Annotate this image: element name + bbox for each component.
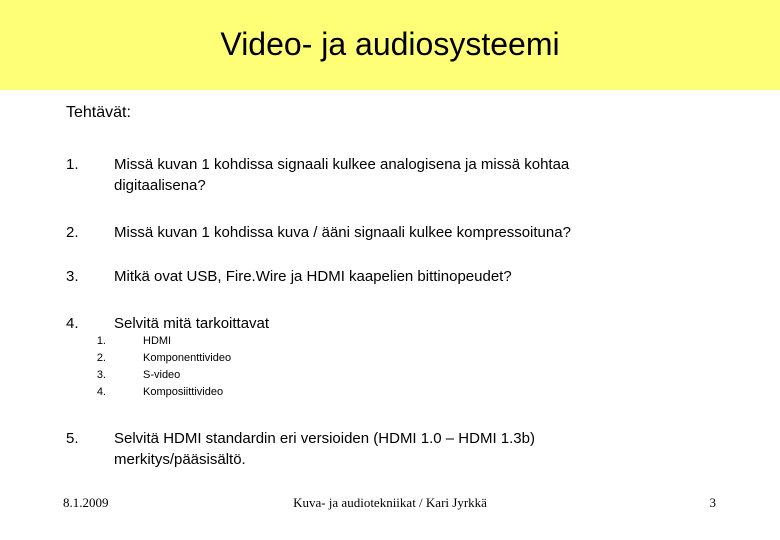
question-text: Selvitä mitä tarkoittavat xyxy=(114,315,270,332)
tasks-heading: Tehtävät: xyxy=(66,104,131,121)
footer-date: 8.1.2009 xyxy=(63,495,109,510)
sub-item-text: HDMI xyxy=(143,335,172,347)
slide-title: Video- ja audiosysteemi xyxy=(220,26,560,62)
page-number: 3 xyxy=(709,495,716,510)
sub-item-text: S-video xyxy=(143,369,181,381)
question-text: Missä kuvan 1 kohdissa kuva / ääni signaali kulkee kompressoituna? xyxy=(114,224,571,241)
question-text: Selvitä HDMI standardin eri versioiden (HDMI 1.0 – HDMI 1.3b) merkitys/pääsisältö. xyxy=(114,430,535,468)
question-text: Missä kuvan 1 kohdissa signaali kulkee analogisena ja missä kohtaa digitaalisena? xyxy=(114,156,570,194)
sub-item-number: 3. xyxy=(96,369,106,381)
question-number: 3. xyxy=(66,268,79,285)
footer-author: Kuva- ja audiotekniikat / Kari Jyrkkä xyxy=(293,495,487,510)
question-number: 2. xyxy=(66,224,79,241)
sub-item-number: 1. xyxy=(96,335,106,347)
sub-item-number: 4. xyxy=(96,386,106,398)
slide-content xyxy=(66,102,746,124)
question-number: 1. xyxy=(66,156,79,173)
question-number: 5. xyxy=(66,430,79,447)
sub-item-number: 2. xyxy=(96,352,106,364)
sub-item-text: Komposiittivideo xyxy=(143,386,224,398)
sub-item-text: Komponenttivideo xyxy=(143,352,232,364)
question-text: Mitkä ovat USB, Fire.Wire ja HDMI kaapelien bittinopeudet? xyxy=(114,268,512,285)
question-number: 4. xyxy=(66,315,79,332)
